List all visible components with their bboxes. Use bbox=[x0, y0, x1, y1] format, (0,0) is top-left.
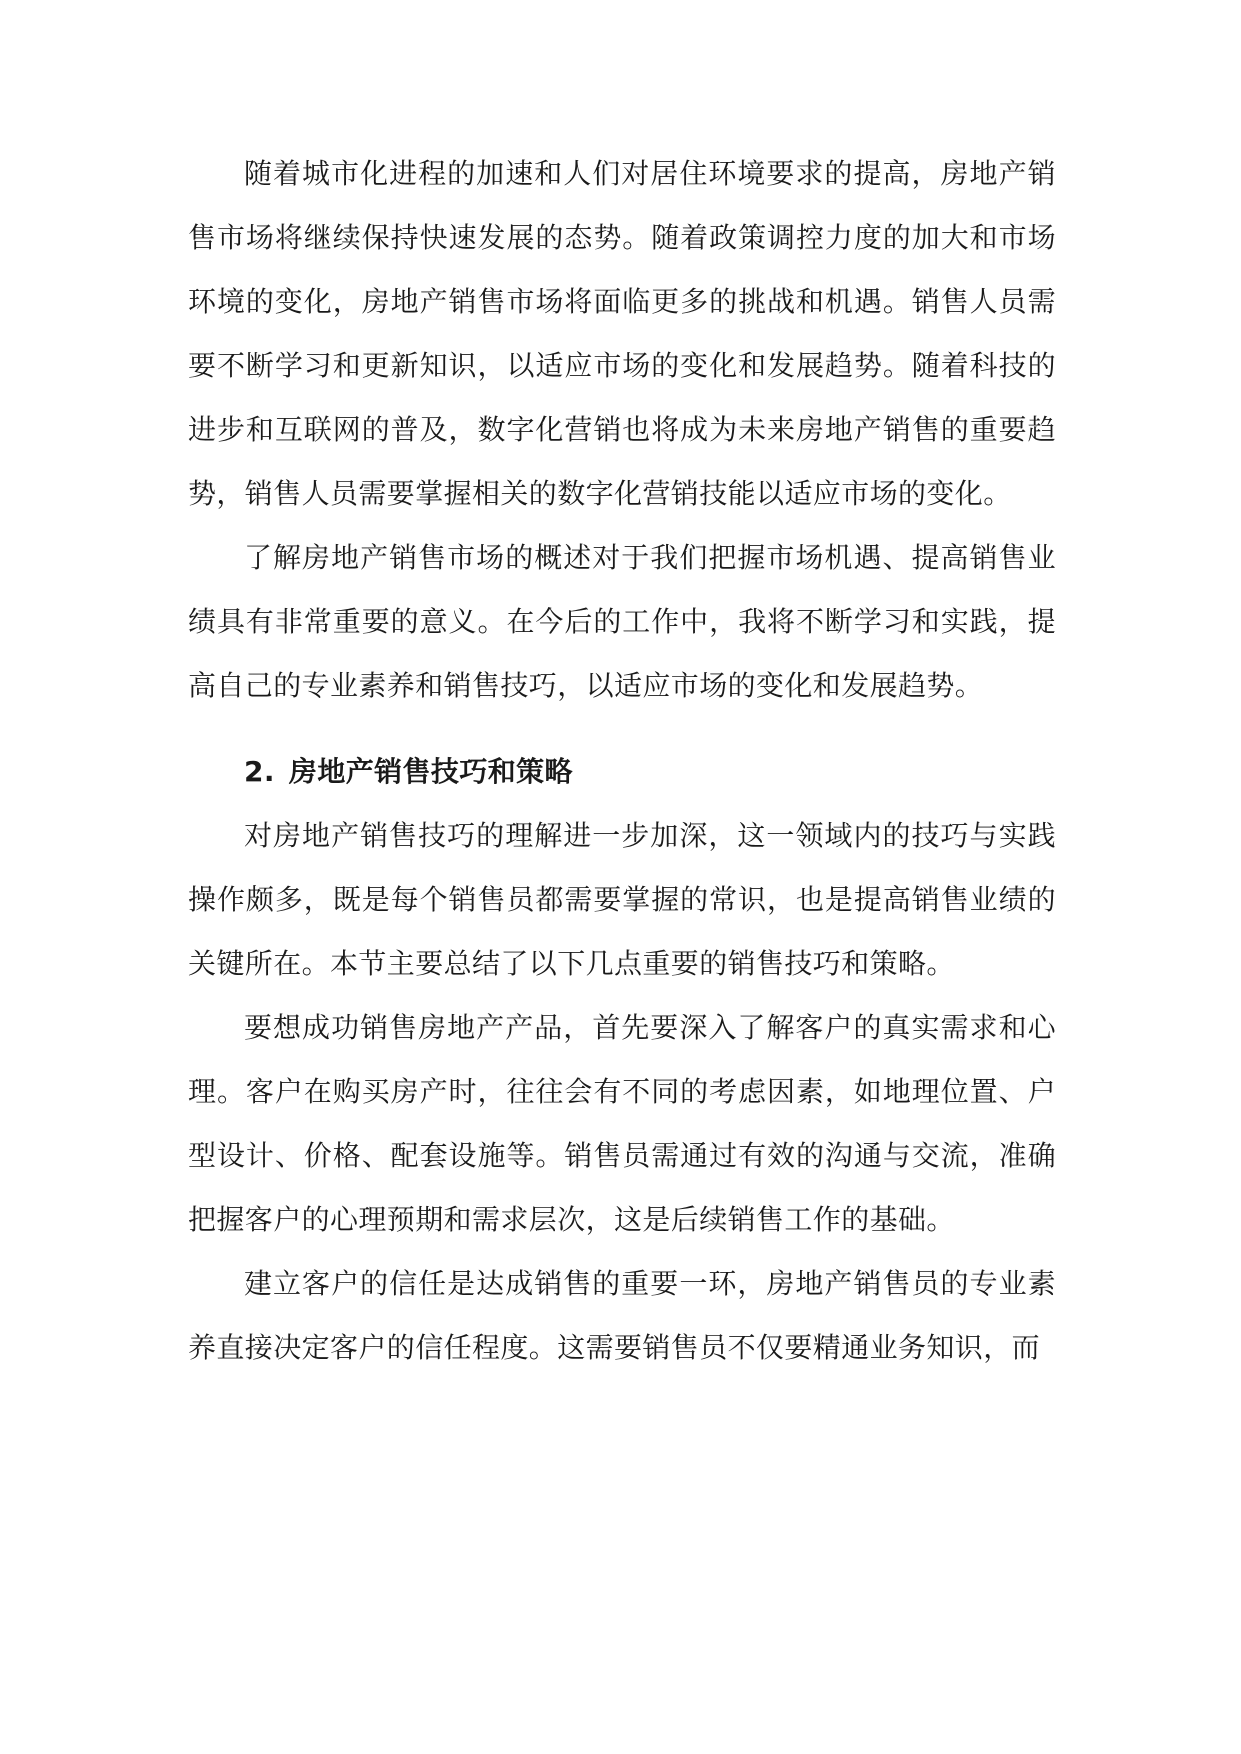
paragraph-sales-skills-intro: 对房地产销售技巧的理解进一步加深，这一领域内的技巧与实践操作颇多，既是每个销售员都需要掌握的常识，也是提高销售业绩的关键所在。本节主要总结了以下几点重要的销售技巧和策略。 bbox=[188, 819, 1056, 980]
paragraph-customer-trust: 建立客户的信任是达成销售的重要一环，房地产销售员的专业素养直接决定客户的信任程度。这需要销售员不仅要精通业务知识，而 bbox=[188, 1267, 1056, 1364]
paragraph-market-trend: 随着城市化进程的加速和人们对居住环境要求的提高，房地产销售市场将继续保持快速发展的态势。随着政策调控力度的加大和市场环境的变化，房地产销售市场将面临更多的挑战和机遇。销售人员需要不断学习和更新知识，以适应市场的变化和发展趋势。随着科技的进步和互联网的普及，数字化营销也将成为未来房地产销售的重要趋势，销售人员需要掌握相关的数字化营销技能以适应市场的变化。 bbox=[188, 157, 1056, 510]
paragraph-market-significance: 了解房地产销售市场的概述对于我们把握市场机遇、提高销售业绩具有非常重要的意义。在今后的工作中，我将不断学习和实践，提高自己的专业素养和销售技巧，以适应市场的变化和发展趋势。 bbox=[188, 541, 1056, 702]
document-body bbox=[188, 142, 1056, 1380]
paragraph-customer-needs: 要想成功销售房地产产品，首先要深入了解客户的真实需求和心理。客户在购买房产时，往往会有不同的考虑因素，如地理位置、户型设计、价格、配套设施等。销售员需通过有效的沟通与交流，准确把握客户的心理预期和需求层次，这是后续销售工作的基础。 bbox=[188, 1011, 1056, 1236]
section-number: 2. bbox=[244, 755, 275, 788]
section-heading bbox=[188, 740, 1056, 804]
section-title: 房地产销售技巧和策略 bbox=[288, 755, 573, 788]
